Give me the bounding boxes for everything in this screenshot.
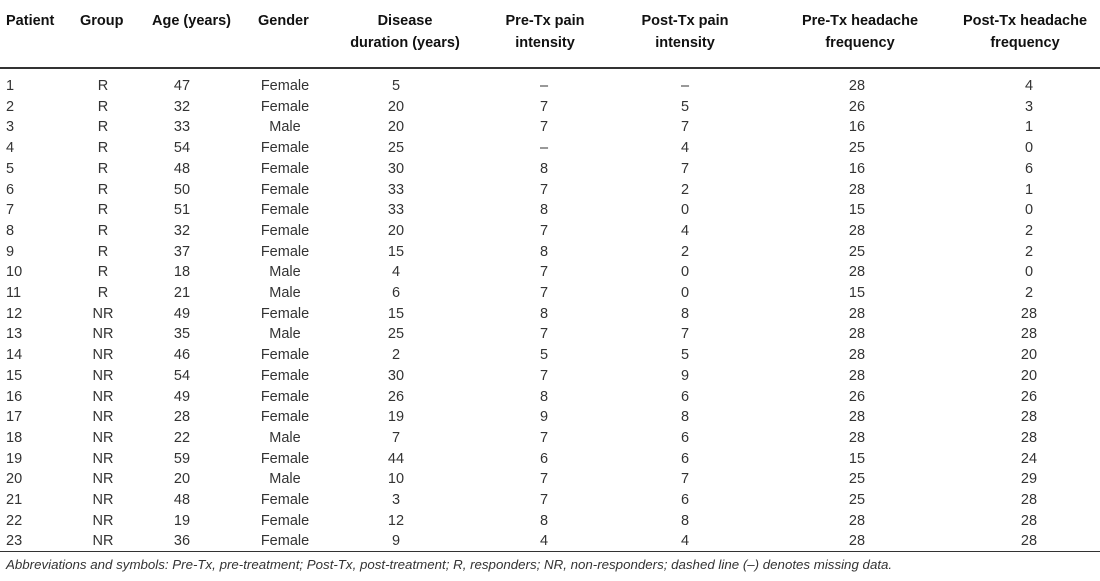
cell-pre-tx-headache: 28 [848,78,866,94]
cell-group: NR [92,533,114,550]
cell-group: R [97,119,109,136]
cell-pre-tx-pain: 8 [539,305,549,322]
cell-disease-duration: 20 [387,119,405,136]
cell-gender: Male [269,285,301,301]
cell-group: R [97,285,109,301]
cell-pre-tx-pain: 8 [539,512,549,529]
cell-post-tx-pain: 6 [680,429,690,446]
cell-disease-duration: 2 [391,347,401,364]
cell-age: 19 [173,512,191,529]
cell-gender: Male [269,264,301,281]
cell-pre-tx-pain: 7 [539,471,549,488]
cell-pre-tx-headache: 15 [848,450,866,467]
cell-gender: Male [269,326,301,343]
cell-gender: Female [260,533,310,550]
cell-pre-tx-pain: 7 [539,492,549,508]
table-row [0,469,1100,490]
cell-age: 49 [173,388,191,405]
cell-pre-tx-pain: 9 [539,409,549,426]
cell-pre-tx-headache: 28 [848,429,866,446]
cell-patient: 10 [6,264,23,281]
cell-post-tx-pain: 7 [680,471,690,488]
cell-patient: 4 [6,140,15,157]
cell-disease-duration: 12 [387,512,405,529]
cell-post-tx-pain: 7 [680,160,690,177]
cell-age: 18 [173,264,191,281]
cell-group: R [97,264,109,281]
cell-pre-tx-pain: 7 [539,181,549,198]
table-row [0,490,1100,511]
cell-gender: Female [260,140,310,157]
header-group: Group [80,13,124,29]
cell-patient: 9 [6,243,15,260]
cell-post-tx-headache: 3 [1024,98,1034,115]
cell-patient: 22 [6,512,23,529]
cell-patient: 1 [6,78,15,94]
cell-gender: Female [260,243,310,260]
cell-post-tx-pain: 7 [680,326,690,343]
cell-group: R [97,243,109,260]
table-row [0,304,1100,325]
cell-pre-tx-pain: 7 [539,264,549,281]
cell-age: 54 [173,140,191,157]
cell-pre-tx-headache: 28 [848,409,866,426]
cell-disease-duration: 6 [391,285,401,301]
cell-disease-duration: 7 [391,429,401,446]
cell-post-tx-headache: 28 [1020,512,1038,529]
header-gender: Gender [258,13,309,29]
cell-gender: Female [260,222,310,239]
cell-post-tx-pain: – [680,78,690,94]
cell-group: R [97,202,109,219]
cell-disease-duration: 44 [387,450,405,467]
cell-post-tx-pain: 2 [680,181,690,198]
cell-age: 32 [173,98,191,115]
cell-group: NR [92,409,114,426]
cell-post-tx-pain: 8 [680,305,690,322]
cell-age: 48 [173,160,191,177]
cell-age: 49 [173,305,191,322]
cell-patient: 5 [6,160,15,177]
cell-group: NR [92,326,114,343]
cell-gender: Female [260,160,310,177]
cell-pre-tx-pain: 7 [539,222,549,239]
cell-post-tx-pain: 2 [680,243,690,260]
header-patient: Patient [6,13,55,29]
cell-post-tx-headache: 28 [1020,533,1038,550]
cell-age: 22 [173,429,191,446]
header-post-tx-pain: Post-Tx pain intensity [641,13,729,51]
cell-post-tx-pain: 8 [680,409,690,426]
cell-gender: Male [269,429,301,446]
cell-group: NR [92,305,114,322]
cell-post-tx-headache: 1 [1024,181,1034,198]
header-disease-duration: Disease duration (years) [350,13,460,51]
cell-post-tx-headache: 0 [1024,140,1034,157]
header-age: Age (years) [152,13,231,29]
table-row [0,262,1100,283]
cell-disease-duration: 4 [391,264,401,281]
cell-post-tx-headache: 4 [1024,78,1034,94]
cell-age: 32 [173,222,191,239]
cell-post-tx-headache: 2 [1024,222,1034,239]
cell-age: 36 [173,533,191,550]
cell-age: 50 [173,181,191,198]
cell-gender: Male [269,119,301,136]
cell-group: NR [92,471,114,488]
cell-pre-tx-headache: 28 [848,326,866,343]
bottom-rule [0,551,1100,552]
header-pre-tx-headache: Pre-Tx headache frequency [801,13,919,51]
cell-patient: 11 [6,285,22,301]
table-row [0,387,1100,408]
cell-pre-tx-headache: 16 [848,160,866,177]
cell-post-tx-pain: 4 [680,533,690,550]
cell-pre-tx-pain: 5 [539,347,549,364]
cell-disease-duration: 25 [387,140,405,157]
cell-post-tx-headache: 0 [1024,264,1034,281]
cell-pre-tx-pain: 6 [539,450,549,467]
cell-patient: 14 [6,347,23,364]
footnote: Abbreviations and symbols: Pre-Tx, pre-treatment; Post-Tx, post-treatment; R, responders; NR, non-responders; dashed line (–) denotes missing data. [6,557,893,572]
cell-disease-duration: 26 [387,388,405,405]
cell-pre-tx-pain: 7 [539,98,549,115]
header-pre-tx-pain: Pre-Tx pain intensity [505,13,585,51]
cell-pre-tx-headache: 25 [848,140,866,157]
cell-pre-tx-headache: 28 [848,222,866,239]
cell-patient: 7 [6,202,15,219]
cell-disease-duration: 30 [387,160,405,177]
table-row [0,200,1100,221]
cell-post-tx-pain: 0 [680,264,690,281]
cell-post-tx-pain: 0 [680,202,690,219]
cell-pre-tx-pain: 7 [539,119,549,136]
cell-gender: Female [260,512,310,529]
cell-gender: Female [260,492,310,508]
cell-post-tx-pain: 4 [680,140,690,157]
cell-pre-tx-headache: 25 [848,492,866,508]
table-row [0,76,1100,97]
cell-disease-duration: 9 [391,533,401,550]
cell-group: R [97,140,109,157]
cell-pre-tx-headache: 28 [848,181,866,198]
cell-gender: Female [260,305,310,322]
cell-pre-tx-pain: 7 [539,367,549,384]
cell-post-tx-headache: 29 [1020,471,1038,488]
cell-group: R [97,181,109,198]
cell-pre-tx-pain: 8 [539,243,549,260]
cell-group: NR [92,492,114,508]
cell-post-tx-headache: 2 [1024,243,1034,260]
cell-disease-duration: 15 [387,243,405,260]
cell-post-tx-pain: 5 [680,98,690,115]
cell-group: R [97,98,109,115]
cell-patient: 12 [6,305,23,322]
table-row [0,407,1100,428]
table-row [0,345,1100,366]
cell-group: NR [92,388,114,405]
table-row [0,180,1100,201]
cell-group: R [97,222,109,239]
cell-pre-tx-headache: 28 [848,347,866,364]
cell-patient: 21 [6,492,23,508]
cell-age: 59 [173,450,191,467]
cell-post-tx-pain: 7 [680,119,690,136]
cell-pre-tx-headache: 28 [848,367,866,384]
cell-pre-tx-pain: 8 [539,388,549,405]
cell-post-tx-pain: 4 [680,222,690,239]
cell-patient: 3 [6,119,15,136]
cell-disease-duration: 25 [387,326,405,343]
cell-post-tx-pain: 6 [680,388,690,405]
cell-gender: Female [260,388,310,405]
cell-post-tx-headache: 1 [1024,119,1034,136]
cell-gender: Female [260,347,310,364]
cell-pre-tx-pain: – [539,140,549,157]
table-row [0,159,1100,180]
cell-age: 48 [173,492,191,508]
cell-gender: Female [260,367,310,384]
cell-pre-tx-pain: 7 [539,285,549,301]
cell-disease-duration: 30 [387,367,405,384]
cell-pre-tx-headache: 28 [848,512,866,529]
cell-patient: 13 [6,326,23,343]
table-header [0,0,1100,67]
cell-post-tx-headache: 26 [1020,388,1038,405]
cell-post-tx-headache: 2 [1024,285,1034,301]
cell-age: 28 [173,409,191,426]
cell-pre-tx-headache: 25 [848,471,866,488]
cell-patient: 18 [6,429,23,446]
cell-pre-tx-headache: 15 [848,202,866,219]
table-row [0,97,1100,118]
cell-disease-duration: 20 [387,98,405,115]
cell-patient: 6 [6,181,15,198]
cell-patient: 20 [6,471,23,488]
cell-patient: 17 [6,409,23,426]
cell-disease-duration: 33 [387,181,405,198]
cell-patient: 8 [6,222,15,239]
cell-disease-duration: 15 [387,305,405,322]
cell-post-tx-pain: 0 [680,285,690,301]
cell-post-tx-headache: 0 [1024,202,1034,219]
cell-pre-tx-pain: – [539,78,549,94]
table-row [0,366,1100,387]
cell-group: NR [92,512,114,529]
cell-post-tx-pain: 6 [680,492,690,508]
table-row [0,138,1100,159]
cell-age: 35 [173,326,191,343]
table-row [0,242,1100,263]
cell-age: 47 [173,78,191,94]
cell-patient: 19 [6,450,23,467]
cell-group: NR [92,367,114,384]
cell-patient: 2 [6,98,15,115]
cell-post-tx-headache: 28 [1020,492,1038,508]
cell-pre-tx-pain: 4 [539,533,549,550]
cell-disease-duration: 10 [387,471,405,488]
cell-disease-duration: 20 [387,222,405,239]
cell-pre-tx-pain: 8 [539,160,549,177]
cell-pre-tx-headache: 26 [848,98,866,115]
cell-post-tx-headache: 20 [1020,367,1038,384]
cell-pre-tx-headache: 16 [848,119,866,136]
cell-gender: Male [269,471,301,488]
cell-group: R [97,78,109,94]
header-post-tx-headache: Post-Tx headache frequency [962,13,1088,51]
cell-pre-tx-headache: 28 [848,533,866,550]
cell-pre-tx-headache: 26 [848,388,866,405]
cell-group: NR [92,429,114,446]
cell-age: 21 [173,285,191,301]
cell-disease-duration: 19 [387,409,405,426]
cell-age: 37 [173,243,191,260]
cell-pre-tx-headache: 28 [848,305,866,322]
cell-age: 20 [173,471,191,488]
header-rule [0,67,1100,69]
cell-post-tx-pain: 5 [680,347,690,364]
cell-post-tx-headache: 28 [1020,305,1038,322]
table-row [0,511,1100,532]
table-row [0,221,1100,242]
cell-pre-tx-headache: 15 [848,285,866,301]
cell-pre-tx-headache: 25 [848,243,866,260]
cell-disease-duration: 5 [391,78,401,94]
cell-post-tx-pain: 6 [680,450,690,467]
cell-age: 51 [173,202,191,219]
cell-pre-tx-pain: 8 [539,202,549,219]
cell-gender: Female [260,202,310,219]
cell-patient: 16 [6,388,23,405]
table-row [0,449,1100,470]
table-row [0,117,1100,138]
cell-disease-duration: 33 [387,202,405,219]
cell-disease-duration: 3 [391,492,401,508]
table-row [0,324,1100,345]
cell-patient: 23 [6,533,23,550]
cell-post-tx-headache: 24 [1020,450,1038,467]
cell-age: 46 [173,347,191,364]
cell-group: R [97,160,109,177]
cell-gender: Female [260,78,310,94]
table-row [0,283,1100,304]
cell-gender: Female [260,181,310,198]
cell-post-tx-headache: 20 [1020,347,1038,364]
cell-patient: 15 [6,367,23,384]
cell-pre-tx-pain: 7 [539,429,549,446]
cell-pre-tx-headache: 28 [848,264,866,281]
cell-gender: Female [260,450,310,467]
cell-post-tx-pain: 9 [680,367,690,384]
cell-gender: Female [260,98,310,115]
cell-group: NR [92,450,114,467]
cell-post-tx-pain: 8 [680,512,690,529]
cell-post-tx-headache: 28 [1020,409,1038,426]
cell-age: 33 [173,119,191,136]
cell-pre-tx-pain: 7 [539,326,549,343]
cell-post-tx-headache: 28 [1020,326,1038,343]
table-row [0,531,1100,552]
cell-post-tx-headache: 6 [1024,160,1034,177]
cell-gender: Female [260,409,310,426]
table-row [0,428,1100,449]
cell-age: 54 [173,367,191,384]
cell-group: NR [92,347,114,364]
cell-post-tx-headache: 28 [1020,429,1038,446]
